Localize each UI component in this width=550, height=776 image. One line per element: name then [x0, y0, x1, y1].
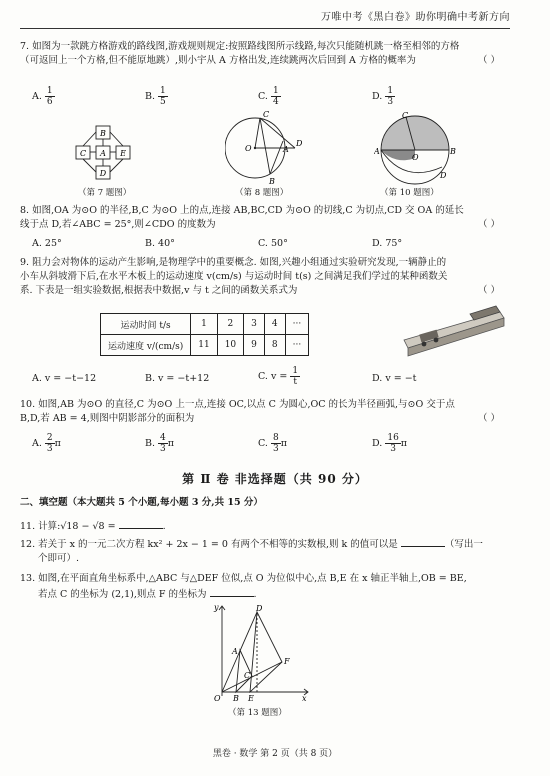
- table-cell: 3: [244, 314, 265, 335]
- fig8-label-a: A: [283, 145, 289, 154]
- table-row-header: 运动速度 v/(cm/s): [101, 335, 191, 356]
- q9-option-b: B. v = −t+12: [145, 373, 210, 384]
- fig13-label-x: x: [302, 694, 307, 702]
- fig13-label-a: A: [232, 647, 238, 656]
- q8-line2: 线于点 D,若∠ABC = 25°,则∠CDO 的度数为: [20, 219, 216, 230]
- fig10-label-o: O: [412, 153, 419, 162]
- q8-answer-paren: （ ）: [477, 219, 500, 230]
- ramp-cart-illustration: [400, 300, 510, 362]
- q10-option-a: A. $\frac{2}{3}$ π: [32, 433, 61, 454]
- q10-option-c: C. $\frac{8}{3}$ π: [258, 433, 287, 454]
- question-13: 13. 如图,在平面直角坐标系中,△ABC 与△DEF 位似,点 O 为位似中心,点 B,E 在 x 轴正半轴上,OB = BE, 若点 C 的坐标为 (2,1),则点 F 的坐标为 .: [20, 572, 500, 602]
- q7-option-d: D. $\frac{1}{3}$: [372, 86, 394, 107]
- q10-line2: B,D,若 AB = 4,则图中阴影部分的面积为: [20, 413, 195, 424]
- q9-option-d: D. v = −t: [372, 373, 417, 384]
- question-12: 12. 若关于 x 的一元二次方程 kx² + 2x − 1 = 0 有两个不相等的实数根,则 k 的值可以是 （写出一 个即可）.: [20, 536, 500, 566]
- fig7-label-a: A: [100, 149, 106, 158]
- q10-answer-paren: （ ）: [477, 413, 500, 424]
- table-cell: ···: [285, 335, 309, 356]
- part-2-title: 第 Ⅱ 卷 非选择题（共 90 分）: [182, 472, 368, 486]
- q8-line1: 8. 如图,OA 为⊙O 的半径,B,C 为⊙O 上的点,连接 AB,BC,CD 为⊙O 的切线,C 为切点,CD 交 OA 的延长: [20, 205, 464, 216]
- header-rule: [20, 28, 510, 29]
- q7-answer-paren: （ ）: [477, 55, 500, 66]
- fig13-label-b: B: [233, 694, 239, 702]
- fig8-label-c: C: [263, 110, 270, 119]
- figure-13-caption: （第 13 题图）: [228, 708, 287, 718]
- question-11: 11. 计算:√18 − √8 = .: [20, 518, 166, 534]
- page-footer: 黑卷 · 数学 第 2 页（共 8 页）: [212, 749, 338, 759]
- fig13-label-o: O: [214, 694, 221, 702]
- q8-option-b: B. 40°: [145, 238, 175, 249]
- figure-7-grid-diagram: [70, 122, 140, 184]
- table-cell: 9: [244, 335, 265, 356]
- figure-13-coordinate-plane: [212, 602, 312, 702]
- figure-7-caption: （第 7 题图）: [78, 188, 132, 198]
- question-10: [20, 398, 500, 426]
- q9-line1: 9. 阻力会对物体的运动产生影响,是物理学中的重要概念. 如图,兴趣小组通过实验研究发现,一辆静止的: [20, 257, 447, 268]
- fig7-label-e: E: [120, 149, 126, 158]
- fig7-label-c: C: [79, 149, 87, 158]
- q7-option-b: B. $\frac{1}{5}$: [145, 86, 166, 107]
- q8-option-d: D. 75°: [372, 238, 403, 249]
- q9-line2: 小车从斜坡滑下后,在水平木板上的运动速度 v(cm/s) 与运动时间 t(s) 之间满足我们学过的某种函数关: [20, 271, 448, 282]
- fig8-label-o: O: [245, 144, 252, 153]
- fig10-label-d: D: [440, 171, 447, 180]
- fig13-label-y: y: [214, 603, 219, 612]
- section-2-title: 二、填空题（本大题共 5 个小题,每小题 3 分,共 15 分）: [20, 497, 263, 508]
- table-cell: 8: [264, 335, 285, 356]
- fig8-label-b: B: [269, 177, 275, 186]
- fig10-label-b: B: [450, 147, 456, 156]
- figure-8-circle-tangent: [225, 108, 305, 188]
- page-header: 万唯中考《黑白卷》助你明确中考新方向: [321, 12, 510, 23]
- fig13-label-d: D: [256, 604, 263, 613]
- table-cell: 4: [264, 314, 285, 335]
- table-row: [101, 335, 309, 356]
- q7-line1: 7. 如图为一款跳方格游戏的路线图,游戏规则规定:按照路线图所示线路,每次只能随机跳一格至相邻的方格: [20, 41, 460, 52]
- fig10-label-a: A: [374, 147, 380, 156]
- table-row-header: 运动时间 t/s: [101, 314, 191, 335]
- fig13-label-c: C: [244, 671, 251, 680]
- question-9: [20, 256, 500, 298]
- fig13-label-e: E: [248, 694, 254, 702]
- fig8-label-d: D: [296, 139, 303, 148]
- fig7-label-b: B: [100, 129, 106, 138]
- table-cell: 10: [217, 335, 243, 356]
- q13-line1: 13. 如图,在平面直角坐标系中,△ABC 与△DEF 位似,点 O 为位似中心,点 B,E 在 x 轴正半轴上,OB = BE,: [20, 573, 467, 584]
- q10-option-b: B. $\frac{4}{3}$ π: [145, 433, 175, 454]
- table-row: [101, 314, 309, 335]
- table-cell: 2: [217, 314, 243, 335]
- question-8: [20, 204, 500, 232]
- question-7: [20, 40, 500, 68]
- q7-line2: （可返回上一个方格,但不能原地跳）,则小宇从 A 方格出发,连续跳两次后回到 A 方格的概率为: [20, 55, 416, 66]
- q12-answer-blank[interactable]: [401, 536, 445, 547]
- q10-option-d: D. $\frac{16}{3}$ π: [372, 433, 408, 454]
- q9-option-a: A. v = −t−12: [32, 373, 97, 384]
- q8-option-a: A. 25°: [32, 238, 62, 249]
- figure-10-shaded-arc: [374, 112, 456, 186]
- q13-line2: 若点 C 的坐标为 (2,1),则点 F 的坐标为: [38, 589, 207, 600]
- figure-8-caption: （第 8 题图）: [235, 188, 289, 198]
- q12-text: 12. 若关于 x 的一元二次方程 kx² + 2x − 1 = 0 有两个不相等的实数根,则 k 的值可以是: [20, 539, 398, 550]
- q7-option-a: A. $\frac{1}{6}$: [32, 86, 53, 107]
- q8-option-c: C. 50°: [258, 238, 288, 249]
- table-cell: ···: [285, 314, 309, 335]
- q9-data-table: [100, 313, 309, 356]
- q11-answer-blank[interactable]: [119, 518, 163, 529]
- fig10-label-c: C: [402, 112, 409, 120]
- q9-answer-paren: （ ）: [477, 285, 500, 296]
- q9-line3: 系. 下表是一组实验数据,根据表中数据,v 与 t 之间的函数关系式为: [20, 285, 298, 296]
- table-cell: 11: [191, 335, 217, 356]
- fig7-label-d: D: [99, 169, 107, 178]
- fig13-label-f: F: [284, 657, 290, 666]
- q10-line1: 10. 如图,AB 为⊙O 的直径,C 为⊙O 上一点,连接 OC,以点 C 为圆心,OC 的长为半径画弧,与⊙O 交于点: [20, 399, 455, 410]
- q12-line2: 个即可）.: [38, 553, 80, 564]
- q13-answer-blank[interactable]: [210, 586, 254, 597]
- q7-option-c: C. $\frac{1}{4}$: [258, 86, 279, 107]
- q11-text: 11. 计算:√18 − √8 =: [20, 521, 116, 532]
- table-cell: 1: [191, 314, 217, 335]
- figure-10-caption: （第 10 题图）: [380, 188, 439, 198]
- q9-option-c: C. v = $\frac{1}{t}$: [258, 366, 299, 387]
